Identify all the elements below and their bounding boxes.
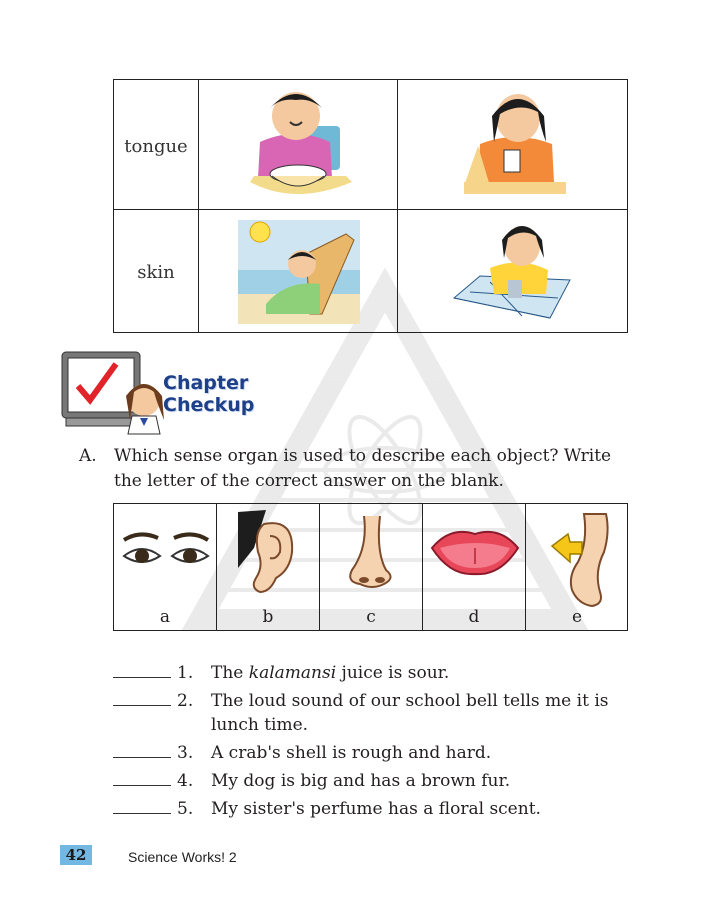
sense-letter-d: d: [468, 607, 480, 627]
question-item-5: 5. My sister's perfume has a floral scent.: [113, 797, 541, 822]
nose-icon: [342, 512, 402, 598]
sense-letter-e: e: [571, 607, 583, 627]
answer-blank[interactable]: [113, 662, 171, 678]
hand-skin-icon: [548, 512, 614, 610]
question-letter: A.: [79, 446, 97, 466]
chapter-checkup-title: Chapter Checkup: [163, 372, 255, 416]
row-label-skin: skin: [137, 262, 175, 283]
question-item-2-continued: lunch time.: [211, 715, 309, 735]
sense-letter-b: b: [262, 607, 274, 627]
eyes-icon: [120, 530, 212, 574]
book-title: Science Works! 2: [128, 849, 237, 865]
answer-blank[interactable]: [113, 798, 171, 814]
question-item-3: 3. A crab's shell is rough and hard.: [113, 741, 491, 766]
boy-sunbathing-illustration: [236, 214, 362, 328]
row-label-tongue: tongue: [124, 136, 188, 157]
ear-icon: [236, 508, 300, 600]
answer-blank[interactable]: [113, 742, 171, 758]
sense-letter-a: a: [159, 607, 171, 627]
answer-blank[interactable]: [113, 690, 171, 706]
girl-washing-hands-illustration: [450, 218, 574, 326]
answer-blank[interactable]: [113, 770, 171, 786]
question-item-2: 2. The loud sound of our school bell tells me it is: [113, 689, 608, 714]
mouth-icon: [430, 524, 520, 578]
girl-eating-illustration: [460, 86, 570, 198]
page-number-badge: 42: [60, 845, 92, 865]
boy-tasting-soup-illustration: [240, 86, 358, 198]
chapter-checkup-icon: [60, 350, 170, 436]
question-text: Which sense organ is used to describe each object? Write the letter of the correct answer on the blank.: [114, 446, 612, 491]
question-item-1: 1. The kalamansi juice is sour.: [113, 661, 449, 686]
question-item-4: 4. My dog is big and has a brown fur.: [113, 769, 510, 794]
sense-letter-c: c: [366, 607, 376, 627]
